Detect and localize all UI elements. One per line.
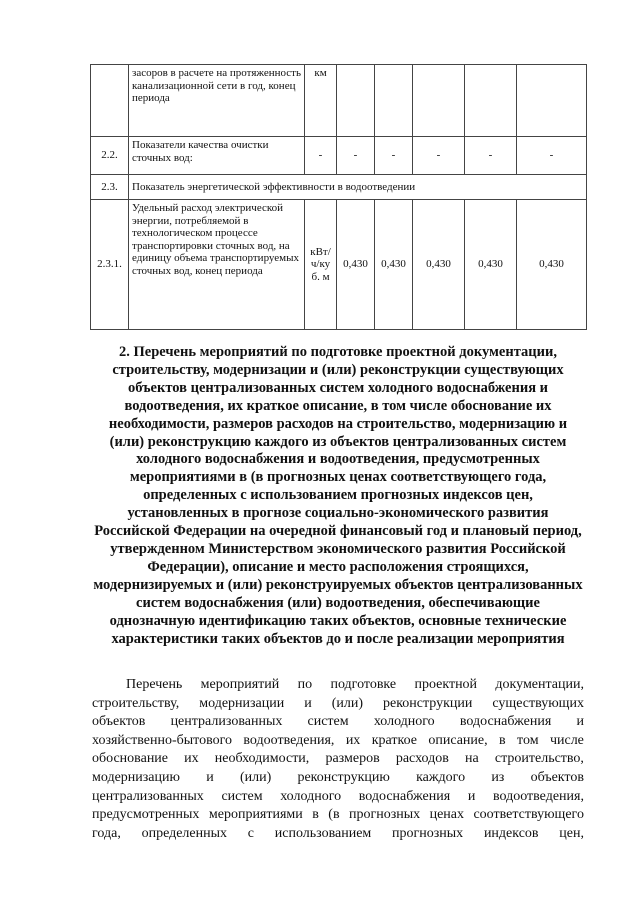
paragraph-word: (или) (331, 695, 364, 711)
paragraph-word: централизованных (92, 788, 204, 804)
paragraph-word: (в (328, 807, 340, 823)
paragraph-word: в (499, 732, 506, 748)
row-number (91, 65, 129, 137)
value-cell (413, 65, 465, 137)
value-cell: 0,430 (517, 200, 587, 330)
paragraph-word: индексов (483, 825, 539, 841)
value-cell (517, 65, 587, 137)
paragraph-word: подготовке (330, 677, 397, 692)
paragraph-word: модернизации (199, 695, 285, 711)
indicator-name: засоров в расчете на протяженность канализационной сети в год, конец периода (129, 65, 305, 137)
paragraph-word: холодного (280, 788, 342, 804)
paragraph-word: мероприятиями (208, 807, 303, 823)
paragraph-word: и (304, 695, 312, 711)
paragraph-word: систем (307, 714, 349, 730)
paragraph-line (92, 806, 584, 825)
paragraph-word: Перечень (126, 677, 183, 692)
unit-cell: кВт/ч/куб. м (305, 200, 337, 330)
indicator-name: Удельный расход электрической энергии, потребляемой в технологическом процессе транспортировки сточных вод, на единицу объема транспортируемых сточных вод, конец периода (129, 200, 305, 330)
paragraph-word: реконструкцию (297, 769, 390, 785)
paragraph-line (92, 788, 584, 807)
table-row (91, 137, 587, 175)
table-row (91, 65, 587, 137)
paragraph-word: и (206, 769, 214, 785)
row-number: 2.3.1. (91, 200, 129, 330)
section-title: Показатель энергетической эффективности в водоотведении (129, 175, 587, 200)
paragraph-word: необходимости, (214, 751, 310, 767)
section-heading: 2. Перечень мероприятий по подготовке проектной документации, строительству, модернизации и (или) реконструкции существующих объектов централизованных систем холодного водоснабжения и водоотведения, их краткое описание, в том числе обоснование их необходимости, размеров расходов на строительство, модернизацию и (или) реконструкцию каждого из объектов централизованных систем холодного водоснабжения и водоотведения, предусмотренных мероприятиями в (в прогнозных ценах соответствующего года, определенных с использованием прогнозных индексов цен, установленных в прогнозе социально-экономического развития Российской Федерации на очередной финансовый год и плановый период, утвержденном Министерством экономического развития Российской Федерации), описание и место расположения строящихся, модернизируемых и (или) реконструируемых объектов централизованных систем водоснабжения (или) водоотведения, обеспечивающие однозначную идентификацию таких объектов, основные технические характеристики таких объектов до и после реализации мероприятия (93, 344, 583, 647)
paragraph-word: расходов (395, 751, 449, 767)
value-cell: 0,430 (413, 200, 465, 330)
paragraph-word: хозяйственно-бытового (92, 732, 233, 748)
value-cell: 0,430 (465, 200, 517, 330)
paragraph-word: мероприятий (200, 677, 280, 692)
paragraph-word: водоснабжения (358, 788, 451, 804)
value-cell (337, 65, 375, 137)
paragraph-word: систем (221, 788, 263, 804)
table-row (91, 175, 587, 200)
paragraph-line (92, 695, 584, 714)
paragraph-word: обоснование (92, 751, 169, 767)
paragraph-line (92, 750, 584, 769)
paragraph-word: и (467, 788, 476, 804)
paragraph-word: краткое (371, 732, 417, 748)
paragraph-word: из (491, 769, 505, 785)
paragraph-word: описание, (428, 732, 488, 748)
paragraph-word: (или) (239, 769, 272, 785)
paragraph-word: размеров (325, 751, 380, 767)
row-number: 2.2. (91, 137, 129, 175)
paragraph-word: каждого (416, 769, 466, 785)
paragraph-word: водоснабжения (459, 714, 552, 730)
paragraph-word: объектов (530, 769, 584, 785)
paragraph-line (92, 732, 584, 751)
paragraph-word: их (184, 751, 199, 767)
paragraph-word: с (247, 825, 254, 841)
paragraph-word: строительство, (494, 751, 584, 767)
paragraph-word: централизованных (170, 714, 283, 730)
paragraph-line (92, 825, 584, 844)
value-cell: - (517, 137, 587, 175)
paragraph-word: ценах (429, 807, 465, 823)
paragraph-word: модернизацию (92, 769, 180, 785)
value-cell: 0,430 (337, 200, 375, 330)
paragraph-word: цен, (559, 825, 584, 841)
value-cell (375, 65, 413, 137)
paragraph-word: том (517, 732, 539, 748)
value-cell: - (337, 137, 375, 175)
paragraph-word: по (297, 677, 313, 692)
paragraph-word: объектов (92, 714, 146, 730)
paragraph-word: определенных (141, 825, 228, 841)
value-cell: - (465, 137, 517, 175)
paragraph-word: числе (549, 732, 584, 748)
paragraph-word: года, (92, 825, 121, 841)
indicator-name: Показатели качества очистки сточных вод: (129, 137, 305, 175)
unit-cell: км (305, 65, 337, 137)
value-cell (465, 65, 517, 137)
paragraph-line (92, 713, 584, 732)
paragraph-word: предусмотренных (92, 807, 200, 823)
paragraph-word: документации, (495, 677, 584, 692)
table-row (91, 200, 587, 330)
body-paragraph (92, 676, 584, 843)
paragraph-word: прогнозных (392, 825, 464, 841)
paragraph-word: их (345, 732, 361, 748)
indicators-table (90, 64, 587, 330)
paragraph-word: проектной (414, 677, 478, 692)
paragraph-word: водоотведения, (492, 788, 584, 804)
paragraph-line (92, 676, 584, 695)
paragraph-word: реконструкции (383, 695, 473, 711)
paragraph-word: существующих (492, 695, 584, 711)
paragraph-word: холодного (373, 714, 435, 730)
paragraph-word: и (576, 714, 584, 730)
paragraph-line (92, 769, 584, 788)
value-cell: 0,430 (375, 200, 413, 330)
paragraph-word: строительству, (92, 695, 180, 711)
paragraph-word: соответствующего (473, 807, 584, 823)
paragraph-word: водоотведения, (243, 732, 335, 748)
paragraph-word: использованием (274, 825, 372, 841)
row-number: 2.3. (91, 175, 129, 200)
value-cell: - (375, 137, 413, 175)
paragraph-word: на (465, 751, 479, 767)
paragraph-word: в (312, 807, 319, 823)
value-cell: - (413, 137, 465, 175)
paragraph-word: прогнозных (349, 807, 421, 823)
unit-cell: - (305, 137, 337, 175)
